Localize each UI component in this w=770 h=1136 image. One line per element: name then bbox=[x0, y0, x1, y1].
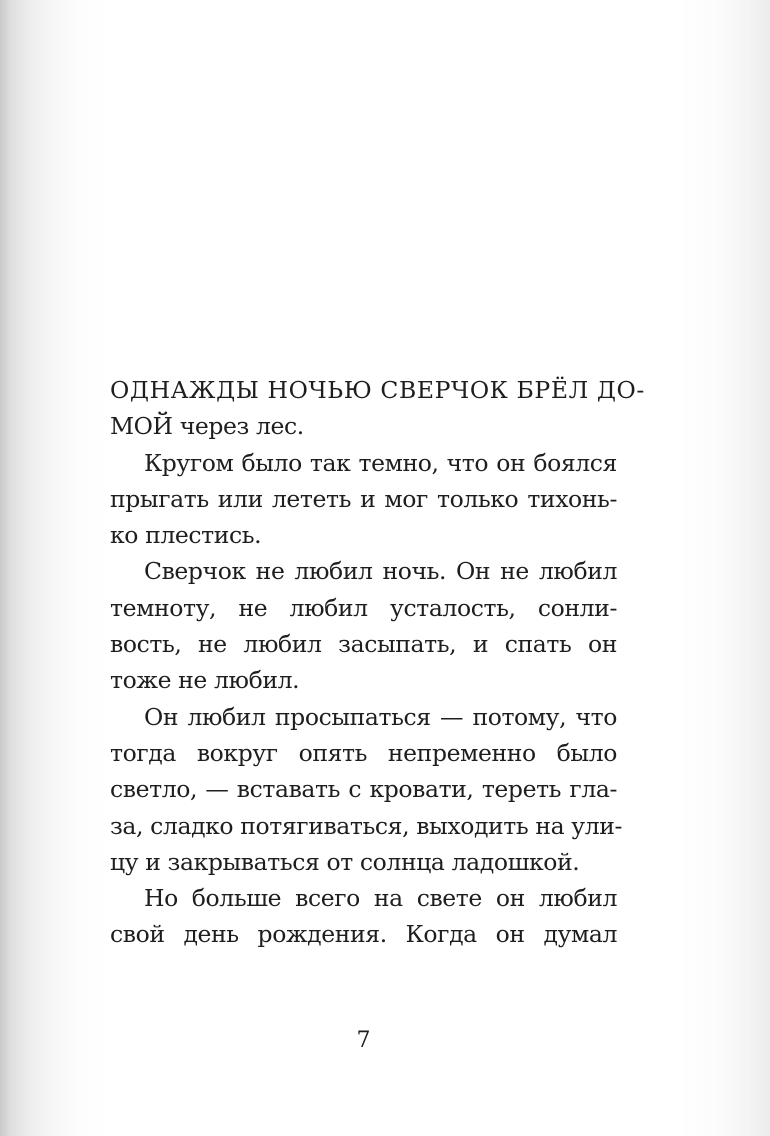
text-line: за, сладко потягиваться, выходить на ули- bbox=[110, 811, 623, 840]
paragraph-4 bbox=[110, 699, 623, 880]
paragraph-2 bbox=[110, 445, 617, 554]
text-line: Он любил просыпаться — потому, что bbox=[144, 702, 617, 731]
text-line: МОЙ через лес. bbox=[110, 412, 304, 441]
text-line: Сверчок не любил ночь. Он не любил bbox=[144, 557, 617, 586]
text-line: вость, не любил засыпать, и спать он bbox=[110, 630, 617, 659]
text-line: ОДНАЖДЫ НОЧЬЮ СВЕРЧОК БРЁЛ ДО- bbox=[110, 376, 645, 404]
text-line: свой день рождения. Когда он думал bbox=[110, 920, 617, 949]
text-line: темноту, не любил усталость, сонли- bbox=[110, 593, 617, 622]
text-line: Но больше всего на свете он любил bbox=[144, 884, 617, 913]
paragraph-3 bbox=[110, 553, 617, 698]
text-line: Кругом было так темно, что он боялся bbox=[144, 448, 617, 477]
paragraph-5 bbox=[110, 880, 617, 953]
page-number: 7 bbox=[356, 1028, 371, 1053]
text-line: ко плестись. bbox=[110, 521, 262, 550]
text-line: светло, — вставать с кровати, тереть гла- bbox=[110, 775, 617, 804]
text-line: прыгать или лететь и мог только тихонь- bbox=[110, 484, 617, 513]
body-text bbox=[110, 372, 645, 953]
paragraph-1 bbox=[110, 372, 645, 445]
text-line: цу и закрываться от солнца ладошкой. bbox=[110, 847, 580, 876]
text-line: тогда вокруг опять непременно было bbox=[110, 738, 617, 767]
text-line: тоже не любил. bbox=[110, 666, 300, 695]
